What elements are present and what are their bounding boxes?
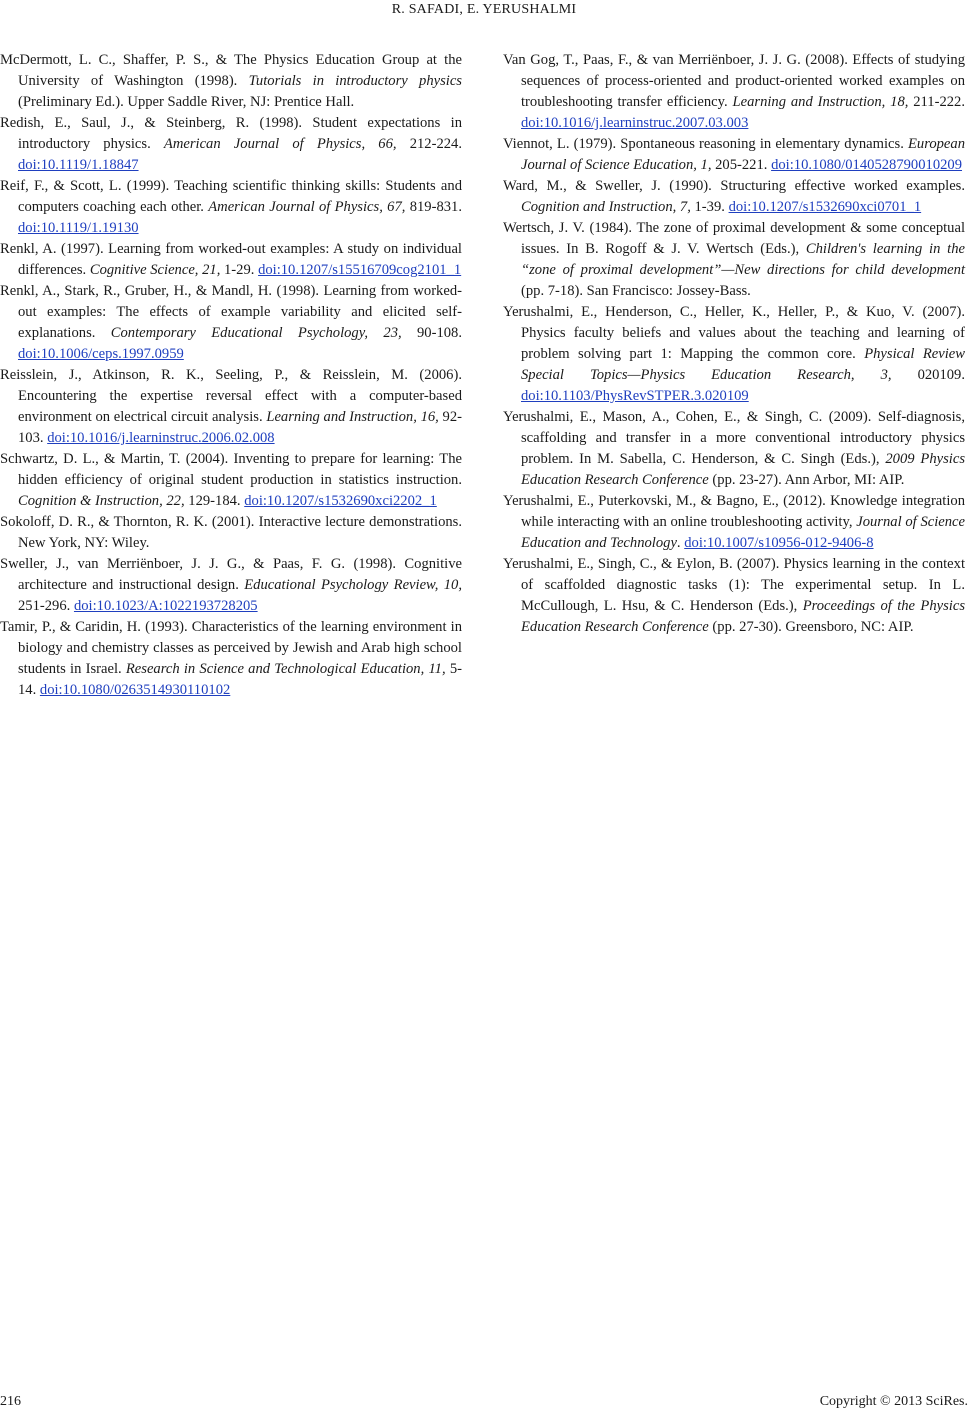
reference-entry: Renkl, A. (1997). Learning from worked-out examples: A study on individual differences. Cognitive Science, 21, 1-29. doi:10.1207/s15516709cog2101_1: [0, 241, 462, 278]
reference-entry: Renkl, A., Stark, R., Gruber, H., & Mandl, H. (1998). Learning from worked-out examples: The effects of example variability and elicited self-explanations. Contemporary Educational Psychology, 23, 90-108. doi:10.1006/ceps.1997.0959: [0, 283, 462, 362]
reference-entry: Reisslein, J., Atkinson, R. K., Seeling, P., & Reisslein, M. (2006). Encountering the expertise reversal effect with a computer-based environment on electrical circuit analysis. Learning and Instruction, 16, 92-103. doi:10.1016/j.learninstruc.2006.02.008: [0, 367, 462, 446]
reference-entry: Tamir, P., & Caridin, H. (1993). Characteristics of the learning environment in biology and chemistry classes as perceived by Jewish and Arab high school students in Israel. Research in Science and Technological Education, 11, 5-14. doi:10.1080/0263514930110102: [0, 619, 462, 698]
reference-entry: Reif, F., & Scott, L. (1999). Teaching scientific thinking skills: Students and computers coaching each other. American Journal of Physics, 67, 819-831. doi:10.1119/1.19130: [0, 178, 462, 236]
doi-link[interactable]: doi:10.1006/ceps.1997.0959: [18, 346, 184, 362]
doi-link[interactable]: doi:10.1119/1.18847: [18, 157, 139, 173]
doi-link[interactable]: doi:10.1007/s10956-012-9406-8: [684, 535, 874, 551]
references-right-column: [503, 50, 965, 638]
reference-entry: McDermott, L. C., Shaffer, P. S., & The Physics Education Group at the University of Washington (1998). Tutorials in introductory physics (Preliminary Ed.). Upper Saddle River, NJ: Prentice Hall.: [0, 52, 462, 110]
doi-link[interactable]: doi:10.1207/s15516709cog2101_1: [258, 262, 462, 278]
page-number: 216: [0, 1394, 21, 1409]
reference-entry: Ward, M., & Sweller, J. (1990). Structuring effective worked examples. Cognition and Instruction, 7, 1-39. doi:10.1207/s1532690xci0701_1: [503, 178, 965, 215]
doi-link[interactable]: doi:10.1207/s1532690xci2202_1: [244, 493, 437, 509]
reference-entry: Redish, E., Saul, J., & Steinberg, R. (1998). Student expectations in introductory physics. American Journal of Physics, 66, 212-224. doi:10.1119/1.18847: [0, 115, 462, 173]
copyright-notice: Copyright © 2013 SciRes.: [819, 1394, 968, 1409]
doi-link[interactable]: doi:10.1119/1.19130: [18, 220, 139, 236]
reference-entry: Yerushalmi, E., Puterkovski, M., & Bagno, E., (2012). Knowledge integration while interacting with an online troubleshooting activity, Journal of Science Education and Technology. doi:10.1007/s10956-012-9406-8: [503, 493, 966, 551]
running-header: R. SAFADI, E. YERUSHALMI: [391, 2, 577, 17]
reference-entry: Van Gog, T., Paas, F., & van Merriënboer, J. J. G. (2008). Effects of studying sequences of process-oriented and product-oriented worked examples on troubleshooting transfer efficiency. Learning and Instruction, 18, 211-222. doi:10.1016/j.learninstruc.2007.03.003: [503, 52, 966, 131]
reference-entry: Schwartz, D. L., & Martin, T. (2004). Inventing to prepare for learning: The hidden efficiency of original student production in statistics instruction. Cognition & Instruction, 22, 129-184. doi:10.1207/s1532690xci2202_1: [0, 451, 462, 509]
reference-entry: Yerushalmi, E., Henderson, C., Heller, K., Heller, P., & Kuo, V. (2007). Physics faculty beliefs and values about the teaching and learning of problem solving part 1: Mapping the common core. Physical Review Special Topics—Physics Education Research, 3, 020109. doi:10.1103/PhysRevSTPER.3.020109: [503, 304, 966, 404]
doi-link[interactable]: doi:10.1080/0263514930110102: [39, 682, 231, 698]
reference-entry: Sweller, J., van Merriënboer, J. J. G., & Paas, F. G. (1998). Cognitive architecture and instructional design. Educational Psychology Review, 10, 251-296. doi:10.1023/A:1022193728205: [0, 556, 462, 614]
reference-entry: Wertsch, J. V. (1984). The zone of proximal development & some conceptual issues. In B. Rogoff & J. V. Wertsch (Eds.), Children's learning in the “zone of proximal development”—New directions for child development (pp. 7-18). San Francisco: Jossey-Bass.: [503, 220, 965, 299]
doi-link[interactable]: doi:10.1016/j.learninstruc.2006.02.008: [47, 430, 275, 446]
reference-entry: Viennot, L. (1979). Spontaneous reasoning in elementary dynamics. European Journal of Science Education, 1, 205-221. doi:10.1080/0140528790010209: [503, 136, 965, 173]
reference-entry: Sokoloff, D. R., & Thornton, R. K. (2001). Interactive lecture demonstrations. New York, NY: Wiley.: [0, 514, 462, 551]
doi-link[interactable]: doi:10.1023/A:1022193728205: [73, 598, 258, 614]
doi-link[interactable]: doi:10.1016/j.learninstruc.2007.03.003: [521, 115, 749, 131]
doi-link[interactable]: doi:10.1103/PhysRevSTPER.3.020109: [521, 388, 749, 404]
doi-link[interactable]: doi:10.1080/0140528790010209: [771, 157, 963, 173]
reference-entry: Yerushalmi, E., Singh, C., & Eylon, B. (2007). Physics learning in the context of scaffolded diagnostic tasks (1): The experimental setup. In L. McCullough, L. Hsu, & C. Henderson (Eds.), Proceedings of the Physics Education Research Conference (pp. 27-30). Greensboro, NC: AIP.: [503, 556, 965, 635]
reference-entry: Yerushalmi, E., Mason, A., Cohen, E., & Singh, C. (2009). Self-diagnosis, scaffolding and transfer in a more conventional introductory physics problem. In M. Sabella, C. Henderson, & C. Singh (Eds.), 2009 Physics Education Research Conference (pp. 23-27). Ann Arbor, MI: AIP.: [503, 409, 965, 488]
doi-link[interactable]: doi:10.1207/s1532690xci0701_1: [728, 199, 922, 215]
references-left-column: [0, 50, 462, 701]
